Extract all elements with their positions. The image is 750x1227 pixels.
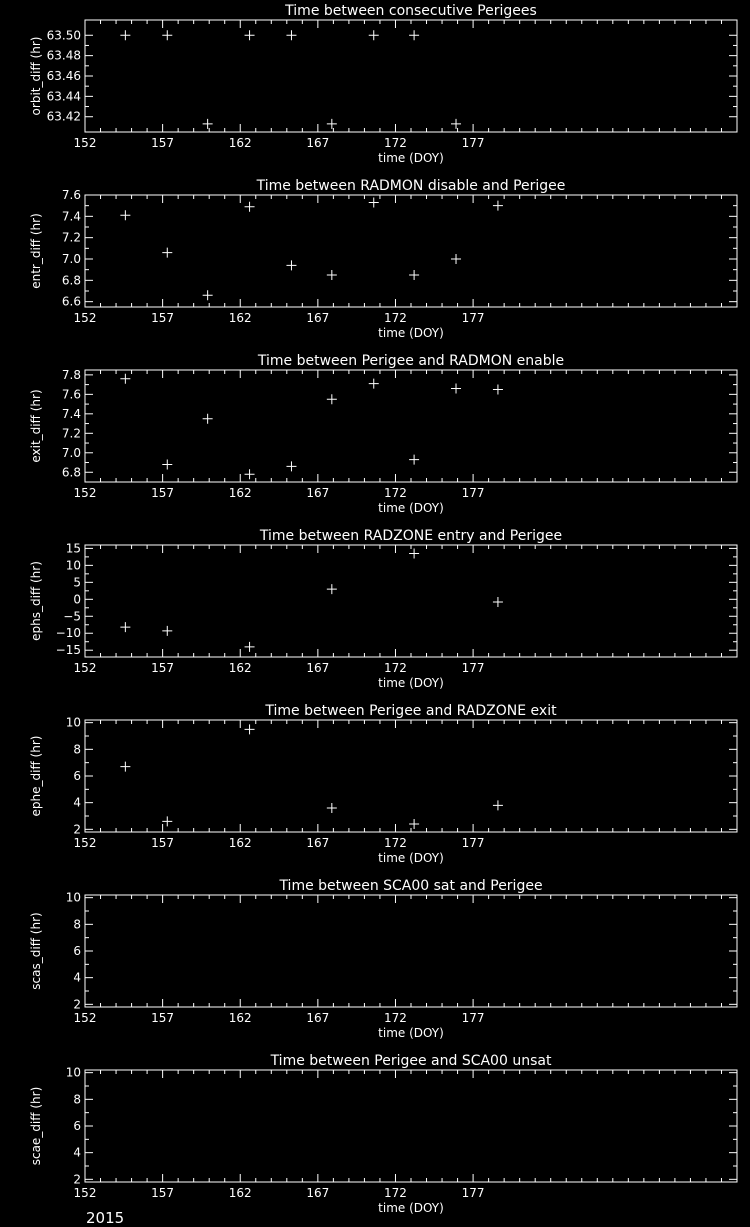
data-point (120, 30, 130, 40)
data-point (327, 584, 337, 594)
y-tick-label: 6.8 (61, 273, 81, 288)
chart-title: Time between RADZONE entry and Perigee (259, 528, 563, 544)
y-tick-label: −15 (55, 643, 81, 658)
x-tick-label: 157 (151, 486, 175, 500)
data-point (203, 119, 213, 129)
data-point (327, 119, 337, 129)
plot-frame (85, 370, 737, 482)
y-tick-label: 7.4 (61, 209, 81, 224)
plot-frame (85, 20, 737, 132)
data-point (120, 210, 130, 220)
y-tick-label: 6 (73, 769, 81, 783)
x-tick-label: 167 (306, 1011, 330, 1025)
data-point (409, 270, 419, 280)
chart-title: Time between SCA00 sat and Perigee (279, 878, 543, 894)
y-tick-label: 4 (73, 1145, 81, 1160)
x-tick-label: 172 (384, 1186, 407, 1200)
data-point (327, 270, 337, 280)
x-tick-label: 162 (228, 136, 252, 150)
data-point (493, 597, 503, 607)
y-axis-label: ephe_diff (hr) (29, 735, 43, 817)
y-tick-label: 5 (73, 575, 81, 590)
x-tick-label: 162 (228, 1011, 252, 1025)
data-point (286, 260, 296, 270)
y-tick-label: 15 (65, 541, 81, 556)
data-point (409, 548, 419, 558)
y-tick-label: 6 (73, 1119, 81, 1133)
data-point (493, 800, 503, 810)
footer-year: 2015 (86, 1209, 125, 1227)
plot-frame (85, 720, 737, 832)
x-tick-label: 167 (306, 661, 330, 675)
y-tick-label: 7.8 (61, 367, 81, 382)
y-axis-label: exit_diff (hr) (29, 389, 43, 463)
y-tick-label: 10 (65, 1065, 81, 1080)
data-point (120, 374, 130, 384)
y-axis-label: scae_diff (hr) (29, 1086, 43, 1166)
y-tick-label: 10 (65, 890, 81, 905)
x-tick-label: 152 (73, 486, 97, 500)
x-tick-label: 167 (306, 311, 330, 325)
chart-title: Time between Perigee and SCA00 unsat (270, 1053, 552, 1069)
x-tick-label: 167 (306, 486, 330, 500)
x-tick-label: 162 (228, 486, 252, 500)
x-axis-label: time (DOY) (378, 1026, 444, 1040)
y-tick-label: 7.0 (61, 252, 81, 266)
x-axis-label: time (DOY) (378, 501, 444, 515)
data-point (162, 816, 172, 826)
y-tick-label: 10 (65, 558, 81, 573)
chart-title: Time between consecutive Perigees (285, 3, 537, 19)
x-tick-label: 177 (461, 136, 485, 150)
chart-title: Time between Perigee and RADZONE exit (265, 703, 557, 719)
x-tick-label: 177 (461, 311, 485, 325)
data-point (451, 254, 461, 264)
data-point (369, 30, 379, 40)
data-point (451, 384, 461, 394)
x-tick-label: 172 (384, 136, 407, 150)
data-point (369, 197, 379, 207)
x-axis-label: time (DOY) (378, 676, 444, 690)
y-tick-label: −5 (63, 609, 81, 624)
x-axis-label: time (DOY) (378, 1201, 444, 1215)
x-tick-label: 172 (384, 661, 407, 675)
y-tick-label: 7.2 (61, 426, 81, 441)
y-tick-label: 6.8 (61, 465, 81, 480)
y-tick-label: 7.2 (61, 230, 81, 245)
x-tick-label: 157 (151, 1186, 175, 1200)
x-tick-label: 157 (151, 311, 175, 325)
x-tick-label: 152 (73, 311, 97, 325)
data-point (245, 642, 255, 652)
x-tick-label: 152 (73, 136, 97, 150)
y-tick-label: 4 (73, 795, 81, 810)
data-point (120, 622, 130, 632)
data-point (409, 819, 419, 829)
chart-panel-4 (29, 528, 737, 690)
y-tick-label: 2 (73, 997, 81, 1012)
x-tick-label: 167 (306, 136, 330, 150)
y-tick-label: 7.0 (61, 445, 81, 460)
y-tick-label: 7.4 (61, 406, 81, 421)
y-axis-label: ephs_diff (hr) (29, 561, 43, 641)
x-tick-label: 172 (384, 836, 407, 850)
x-tick-label: 177 (461, 1186, 485, 1200)
y-tick-label: 4 (73, 970, 81, 985)
x-tick-label: 162 (228, 836, 252, 850)
x-tick-label: 152 (73, 836, 97, 850)
x-tick-label: 177 (461, 486, 485, 500)
chart-title: Time between Perigee and RADMON enable (257, 353, 565, 369)
x-tick-label: 162 (228, 311, 252, 325)
data-point (327, 803, 337, 813)
x-axis-label: time (DOY) (378, 326, 444, 340)
data-point (245, 30, 255, 40)
y-tick-label: 2 (73, 822, 81, 837)
x-tick-label: 177 (461, 1011, 485, 1025)
data-point (203, 414, 213, 424)
y-tick-label: 8 (73, 742, 81, 757)
data-point (451, 119, 461, 129)
y-tick-label: 0 (73, 592, 81, 607)
y-tick-label: 6 (73, 944, 81, 958)
data-point (493, 201, 503, 211)
x-axis-label: time (DOY) (378, 151, 444, 165)
data-point (245, 202, 255, 212)
y-tick-label: 63.42 (46, 109, 81, 124)
y-tick-label: 7.6 (61, 188, 81, 202)
x-tick-label: 172 (384, 486, 407, 500)
x-tick-label: 157 (151, 1011, 175, 1025)
y-tick-label: 63.50 (46, 28, 81, 43)
x-tick-label: 177 (461, 836, 485, 850)
x-tick-label: 157 (151, 661, 175, 675)
x-tick-label: 172 (384, 311, 407, 325)
y-tick-label: 8 (73, 1092, 81, 1107)
data-point (245, 724, 255, 734)
x-axis-label: time (DOY) (378, 851, 444, 865)
y-tick-label: 63.48 (46, 48, 81, 63)
x-tick-label: 152 (73, 1186, 97, 1200)
data-point (286, 461, 296, 471)
x-tick-label: 152 (73, 1011, 97, 1025)
x-tick-label: 162 (228, 1186, 252, 1200)
y-tick-label: 63.46 (46, 69, 81, 83)
x-tick-label: 167 (306, 836, 330, 850)
x-tick-label: 157 (151, 136, 175, 150)
data-point (409, 455, 419, 465)
chart-panel-2 (29, 178, 737, 340)
data-point (162, 459, 172, 469)
plot-frame (85, 895, 737, 1007)
plot-frame (85, 545, 737, 657)
x-tick-label: 177 (461, 661, 485, 675)
chart-panel-6 (29, 878, 737, 1040)
x-tick-label: 172 (384, 1011, 407, 1025)
y-tick-label: −10 (55, 626, 81, 641)
y-axis-label: entr_diff (hr) (29, 213, 43, 289)
y-axis-label: scas_diff (hr) (29, 912, 43, 990)
plot-frame (85, 195, 737, 307)
data-point (327, 394, 337, 404)
data-point (245, 469, 255, 479)
chart-title: Time between RADMON disable and Perigee (256, 178, 566, 194)
data-point (162, 30, 172, 40)
data-point (369, 379, 379, 389)
y-tick-label: 8 (73, 917, 81, 932)
data-point (162, 248, 172, 258)
data-point (120, 762, 130, 772)
data-point (162, 626, 172, 636)
chart-panel-5 (29, 703, 737, 865)
y-tick-label: 63.44 (46, 89, 81, 104)
data-point (203, 290, 213, 300)
x-tick-label: 162 (228, 661, 252, 675)
data-point (286, 30, 296, 40)
x-tick-label: 167 (306, 1186, 330, 1200)
chart-panel-1 (29, 3, 737, 165)
x-tick-label: 157 (151, 836, 175, 850)
data-point (409, 30, 419, 40)
data-point (493, 384, 503, 394)
chart-panel-3 (29, 353, 737, 515)
y-tick-label: 7.6 (61, 387, 81, 402)
y-tick-label: 10 (65, 715, 81, 730)
y-tick-label: 6.6 (61, 294, 81, 309)
x-tick-label: 152 (73, 661, 97, 675)
y-tick-label: 2 (73, 1172, 81, 1187)
chart-panel-7 (29, 1053, 737, 1215)
y-axis-label: orbit_diff (hr) (29, 36, 43, 116)
plot-frame (85, 1070, 737, 1182)
